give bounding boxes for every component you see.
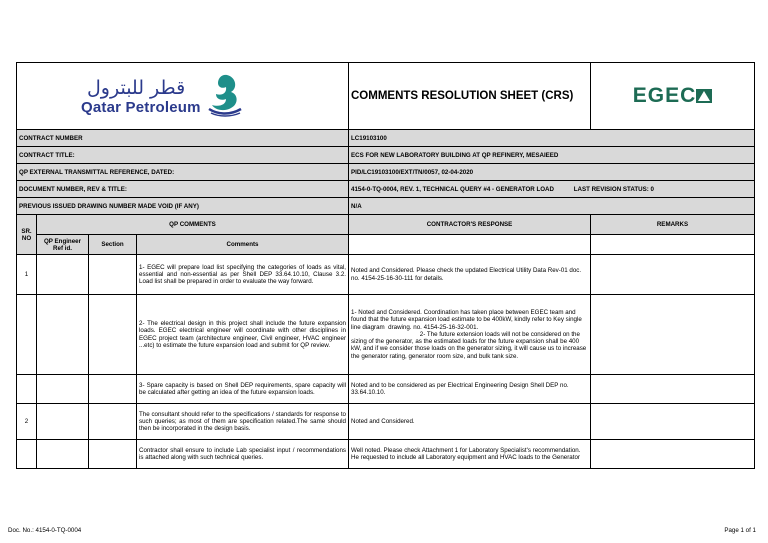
info-row-document-number [17, 181, 755, 198]
row-remarks [591, 375, 755, 404]
col-qp-engineer-ref: QP Engineer Ref id. [37, 235, 89, 255]
document-number-value: 4154-0-TQ-0004, REV. 1, TECHNICAL QUERY #4 - GENERATOR LOAD [351, 185, 554, 193]
info-label: CONTRACT NUMBER [17, 130, 349, 147]
row-remarks [591, 255, 755, 295]
footer-doc-no: Doc. No.: 4154-0-TQ-0004 [8, 527, 82, 534]
table-row [17, 375, 755, 404]
row-ref [37, 440, 89, 469]
sheet-title: COMMENTS RESOLUTION SHEET (CRS) [349, 63, 591, 130]
row-response: Noted and to be considered as per Electrical Engineering Design Shell DEP no. 33.64.10.10. [349, 375, 591, 404]
info-row-transmittal [17, 164, 755, 181]
row-sr: 2 [17, 404, 37, 440]
egec-logo-text: EGEC [632, 84, 697, 107]
row-sr: 1 [17, 255, 37, 295]
info-value: N/A [349, 198, 755, 215]
row-response: Noted and Considered. [349, 404, 591, 440]
row-sr [17, 375, 37, 404]
col-sr-no: SR. NO [17, 215, 37, 255]
qp-logo-cell [17, 63, 349, 130]
col-contractor-response: CONTRACTOR'S RESPONSE [349, 215, 591, 235]
row-section [89, 440, 137, 469]
row-remarks [591, 404, 755, 440]
info-label: CONTRACT TITLE: [17, 147, 349, 164]
info-value [349, 181, 755, 198]
footer-page-number: Page 1 of 1 [724, 527, 756, 534]
row-sr [17, 440, 37, 469]
info-label: DOCUMENT NUMBER, REV & TITLE: [17, 181, 349, 198]
info-row-contract-number [17, 130, 755, 147]
row-remarks [591, 295, 755, 375]
qp-arabic-name: قطر للبترول [87, 77, 186, 99]
row-ref [37, 375, 89, 404]
qp-latin-name: Qatar Petroleum [81, 99, 201, 116]
row-comment: 3- Spare capacity is based on Shell DEP requirements, spare capacity will be calculated after getting an idea of the future expansion loads. [137, 375, 349, 404]
col-qp-comments: QP COMMENTS [37, 215, 349, 235]
table-row [17, 255, 755, 295]
header-row [17, 63, 755, 130]
row-comment: 2- The electrical design in this project shall include the future expansion loads. EGEC electrical engineer will coordinate with other disciplines in EGEC project team (architecture engineer, Civil engineer, HVAC engineer ...etc) to estimate the future expansion load and submit for QP review. [137, 295, 349, 375]
last-revision-status: LAST REVISION STATUS: 0 [573, 185, 654, 193]
info-value: PID/LC19103100/EXT/TN/0057, 02-04-2020 [349, 164, 755, 181]
row-ref [37, 404, 89, 440]
row-section [89, 295, 137, 375]
row-remarks [591, 440, 755, 469]
egec-logo [591, 63, 755, 130]
sub-header-row [17, 235, 755, 255]
row-section [89, 255, 137, 295]
table-row [17, 295, 755, 375]
row-comment: The consultant should refer to the specifications / standards for response to such queries; as most of them are specification related.The same should then be incorporated in the design basis. [137, 404, 349, 440]
col-remarks: REMARKS [591, 215, 755, 235]
egec-logo-icon [696, 89, 712, 103]
crs-sheet [16, 62, 754, 469]
row-section [89, 375, 137, 404]
info-row-previous-drawing [17, 198, 755, 215]
row-ref [37, 255, 89, 295]
table-row [17, 440, 755, 469]
info-value: ECS FOR NEW LABORATORY BUILDING AT QP REFINERY, MESAIEED [349, 147, 755, 164]
row-sr [17, 295, 37, 375]
info-value: LC19103100 [349, 130, 755, 147]
row-response: 1- Noted and Considered. Coordination has taken place between EGEC team and found that the future expansion load estimate to be 400kW, kindly refer to Key single line diagram drawing. no. 4154-25-16-32-001. 2- The future extension loads will not be considered on the sizing of the generator, as the estimated loads for the future expansion shall be 400 kW, and if we consider those loads on the generator sizing, it will cause us to increase the generator rating, generator room size, and bulk tank size. [349, 295, 591, 375]
crs-table [16, 62, 755, 469]
col-section: Section [89, 235, 137, 255]
row-comment: Contractor shall ensure to include Lab specialist input / recommendations is attached along with such technical queries. [137, 440, 349, 469]
info-label: QP EXTERNAL TRANSMITTAL REFERENCE, DATED: [17, 164, 349, 181]
qp-seahorse-logo-icon [207, 71, 243, 117]
info-label: PREVIOUS ISSUED DRAWING NUMBER MADE VOID (IF ANY) [17, 198, 349, 215]
table-row [17, 404, 755, 440]
info-row-contract-title [17, 147, 755, 164]
col-comments: Comments [137, 235, 349, 255]
row-section [89, 404, 137, 440]
column-header-row [17, 215, 755, 235]
row-response: Noted and Considered. Please check the updated Electrical Utility Data Rev-01 doc. no. 4154-25-16-30-111 for details. [349, 255, 591, 295]
row-response: Well noted. Please check Attachment 1 for Laboratory Specialist's recommendation. He requested to include all Laboratory equipment and HVAC loads to the Generator [349, 440, 591, 469]
row-ref [37, 295, 89, 375]
row-comment: 1- EGEC will prepare load list specifying the categories of loads as vital, essential and non-essential as per Shell DEP 33.64.10.10, Clause 3.2. Load list shall be prepared in order to evaluate the way forward. [137, 255, 349, 295]
